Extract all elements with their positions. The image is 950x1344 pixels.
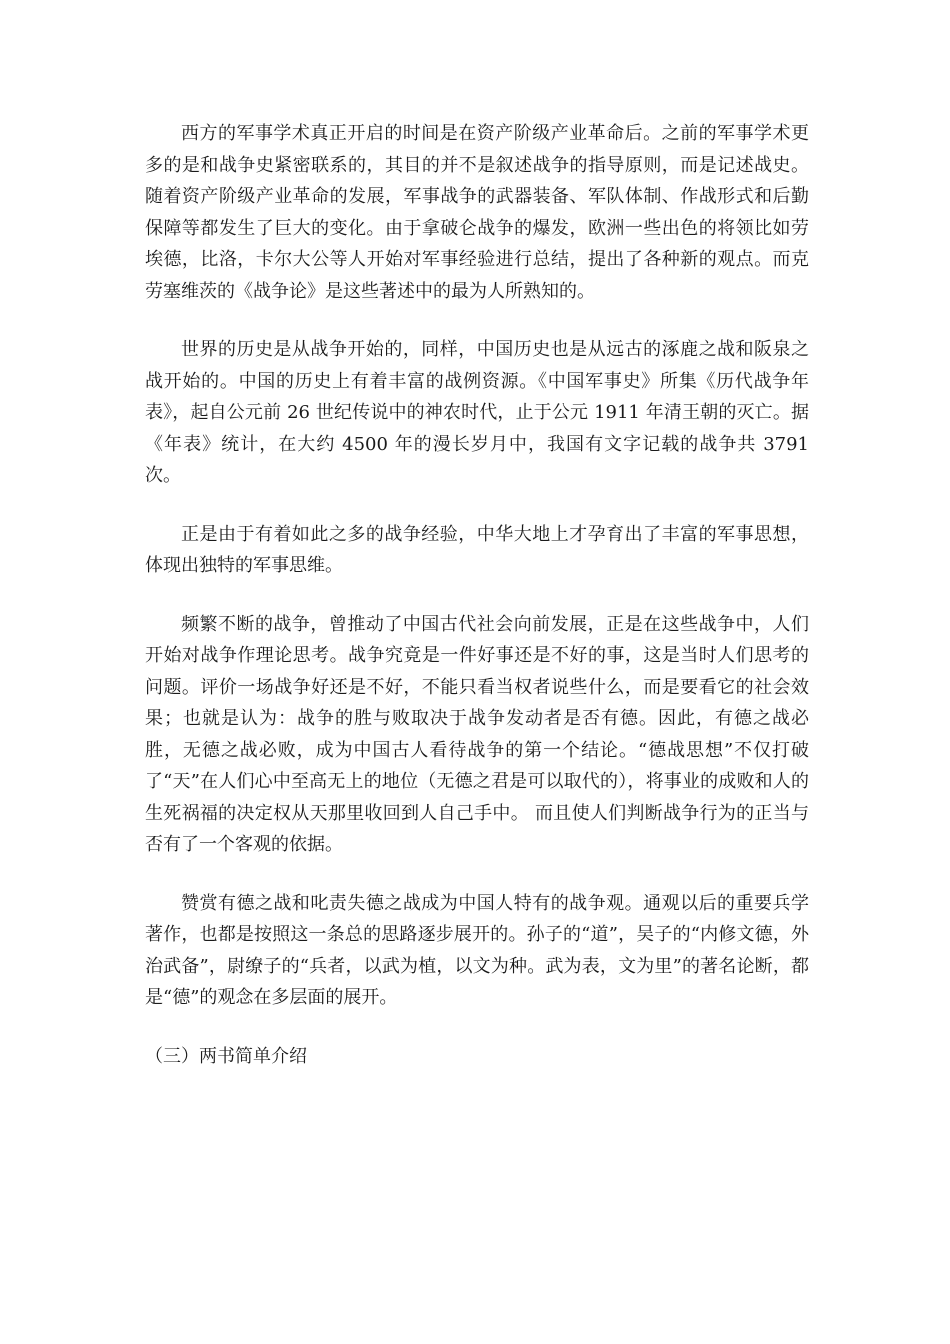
section-heading: （三）两书简单介绍 [145, 1045, 307, 1067]
paragraph-chinese-war-history: 世界的历史是从战争开始的，同样，中国历史也是从远古的涿鹿之战和阪泉之战开始的。中国的历史上有着丰富的战例资源。《中国军事史》所集《历代战争年表》，起自公元前 26 世纪传说中的神农时代，止于公元 1911 年清王朝的灭亡。据《年表》统计，在大约 4500 年的漫长岁月中，我国有文字记载的战争共 3791 次。 [145, 339, 809, 486]
paragraph-virtue-war-theory: 频繁不断的战争，曾推动了中国古代社会向前发展，正是在这些战争中，人们开始对战争作理论思考。战争究竟是一件好事还是不好的事，这是当时人们思考的问题。评价一场战争好还是不好，不能只看当权者说些什么，而是要看它的社会效果；也就是认为：战争的胜与败取决于战争发动者是否有德。因此，有德之战必胜，无德之战必败，成为中国古人看待战争的第一个结论。“德战思想”不仅打破了“天”在人们心中至高无上的地位（无德之君是可以取代的），将事业的成败和人的生死祸福的决定权从天那里收回到人自己手中。 而且使人们判断战争行为的正当与否有了一个客观的依据。 [145, 613, 809, 855]
paragraph-western-military-theory: 西方的军事学术真正开启的时间是在资产阶级产业革命后。之前的军事学术更多的是和战争史紧密联系的，其目的并不是叙述战争的指导原则，而是记述战史。 随着资产阶级产业革命的发展，军事战争的武器装备、军队体制、作战形式和后勤保障等都发生了巨大的变化。由于拿破仑战争的爆发，欧洲一些出色的将领比如劳埃德，比洛，卡尔大公等人开始对军事经验进行总结，提出了各种新的观点。而克劳塞维茨的《战争论》是这些著述中的最为人所熟知的。 [145, 123, 809, 302]
paragraph-chinese-war-view: 赞赏有德之战和叱责失德之战成为中国人特有的战争观。通观以后的重要兵学著作，也都是按照这一条总的思路逐步展开的。孙子的“道”，吴子的“内修文德，外治武备”，尉缭子的“兵者，以武为植，以文为种。武为表，文为里”的著名论断，都是“德”的观念在多层面的展开。 [145, 892, 809, 1008]
paragraph-military-thought: 正是由于有着如此之多的战争经验，中华大地上才孕育出了丰富的军事思想，体现出独特的军事思维。 [145, 523, 809, 576]
document-body [145, 118, 809, 1072]
